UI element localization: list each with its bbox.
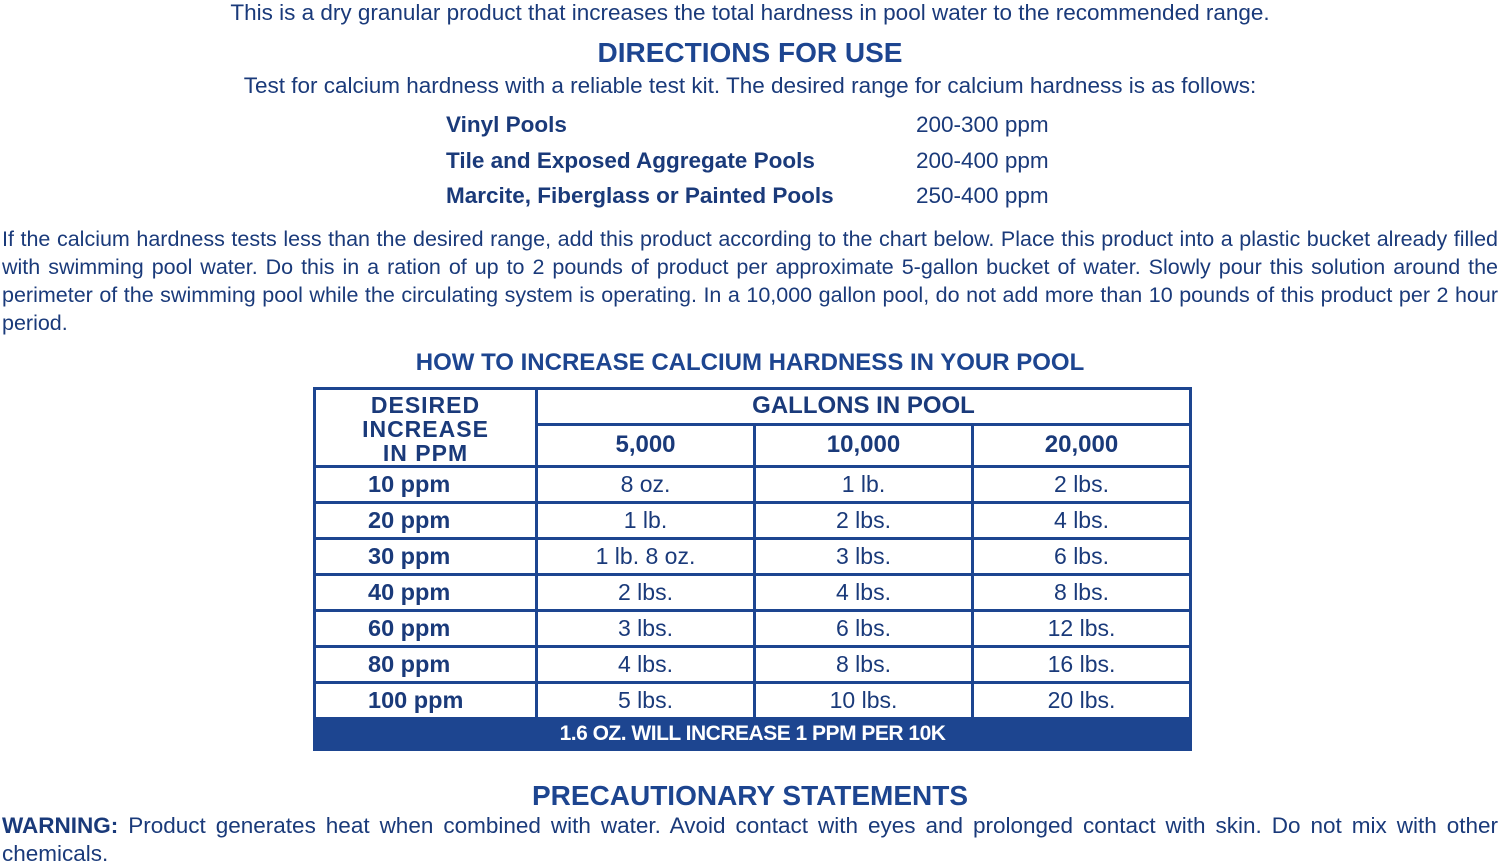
amount-cell: 6 lbs. [973, 539, 1191, 575]
amount-cell: 20 lbs. [973, 683, 1191, 719]
header-desired-line: IN PPM [382, 440, 469, 466]
amount-cell: 1 lb. [537, 503, 755, 539]
header-size-10000: 10,000 [755, 424, 973, 466]
header-size-20000: 20,000 [973, 424, 1191, 466]
amount-cell: 4 lbs. [537, 647, 755, 683]
amount-cell: 6 lbs. [755, 611, 973, 647]
header-desired-increase [315, 389, 537, 467]
test-instruction: Test for calcium hardness with a reliable test kit. The desired range for calcium hardness is as follows: [243, 73, 1257, 98]
amount-cell: 2 lbs. [973, 467, 1191, 503]
amount-cell: 3 lbs. [755, 539, 973, 575]
amount-cell: 1 lb. 8 oz. [537, 539, 755, 575]
amount-cell: 8 lbs. [755, 647, 973, 683]
ppm-cell: 100 ppm [315, 683, 537, 719]
warning-statement [2, 812, 1498, 868]
amount-cell: 8 lbs. [973, 575, 1191, 611]
amount-cell: 1 lb. [755, 467, 973, 503]
amount-cell: 2 lbs. [755, 503, 973, 539]
table-row [315, 503, 1191, 539]
table-footer-row [315, 719, 1191, 750]
ppm-cell: 60 ppm [315, 611, 537, 647]
range-value: 200-400 ppm [916, 147, 1049, 173]
directions-heading: DIRECTIONS FOR USE [597, 37, 903, 68]
amount-cell: 8 oz. [537, 467, 755, 503]
range-pool-type: Tile and Exposed Aggregate Pools [446, 147, 815, 173]
warning-text: Product generates heat when combined with water. Avoid contact with eyes and prolonged contact with skin. Do not mix with other chemicals. [2, 813, 1498, 866]
header-desired-line: DESIRED [370, 392, 481, 418]
range-pool-type: Vinyl Pools [446, 112, 567, 137]
amount-cell: 2 lbs. [537, 575, 755, 611]
header-desired-line: INCREASE [362, 416, 489, 442]
amount-cell: 3 lbs. [537, 611, 755, 647]
table-footer-note: 1.6 OZ. WILL INCREASE 1 PPM PER 10K [315, 719, 1191, 750]
header-gallons-in-pool: GALLONS IN POOL [537, 389, 1191, 425]
amount-cell: 12 lbs. [973, 611, 1191, 647]
amount-cell: 4 lbs. [755, 575, 973, 611]
table-row [315, 575, 1191, 611]
amount-cell: 16 lbs. [973, 647, 1191, 683]
range-value: 250-400 ppm [916, 183, 1049, 208]
warning-label: WARNING: [2, 813, 119, 838]
range-value: 200-300 ppm [916, 112, 1049, 137]
calcium-dosage-table [313, 387, 1192, 751]
amount-cell: 5 lbs. [537, 683, 755, 719]
table-row [315, 611, 1191, 647]
ppm-cell: 40 ppm [315, 575, 537, 611]
ppm-cell: 10 ppm [315, 467, 537, 503]
directions-paragraph: If the calcium hardness tests less than the desired range, add this product according to the chart below. Place this product into a plastic bucket already filled with swimming pool water. Do this in a ration of up to 2 pounds of product per approximate 5-gallon bucket of water. Slowly pour this solution around the perimeter of the swimming pool while the circulating system is operating. In a 10,000 gallon pool, do not add more than 10 pounds of this product per 2 hour period. [2, 227, 1498, 335]
header-size-5000: 5,000 [537, 424, 755, 466]
amount-cell: 10 lbs. [755, 683, 973, 719]
amount-cell: 4 lbs. [973, 503, 1191, 539]
ppm-cell: 20 ppm [315, 503, 537, 539]
chart-heading: HOW TO INCREASE CALCIUM HARDNESS IN YOUR POOL [415, 349, 1085, 376]
ppm-cell: 80 ppm [315, 647, 537, 683]
precaution-heading: PRECAUTIONARY STATEMENTS [531, 780, 969, 811]
table-row [315, 683, 1191, 719]
range-pool-type: Marcite, Fiberglass or Painted Pools [446, 183, 834, 208]
table-row [315, 647, 1191, 683]
intro-text: This is a dry granular product that increases the total hardness in pool water to the recommended range. [230, 0, 1270, 25]
table-row [315, 467, 1191, 503]
table-row [315, 539, 1191, 575]
ppm-cell: 30 ppm [315, 539, 537, 575]
